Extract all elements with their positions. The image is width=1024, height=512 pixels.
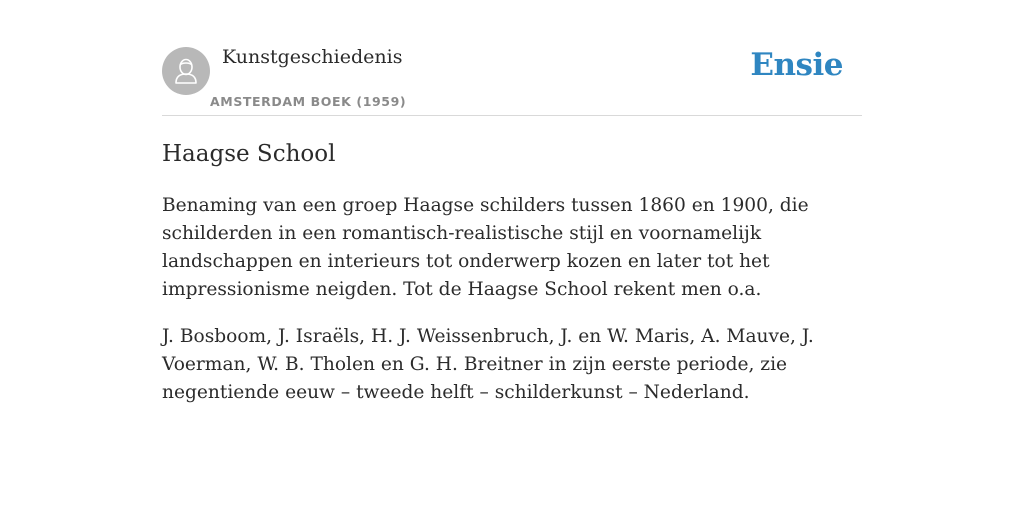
article-card bbox=[162, 0, 862, 403]
article-paragraph-2: J. Bosboom, J. Israëls, H. J. Weissenbruch, J. en W. Maris, A. Mauve, J. Voerman, W. B. Tholen en G. H. Breitner in zijn eerste periode, zie negentiende eeuw – tweede helft – schilderkunst – Nederland. bbox=[162, 326, 814, 403]
ensie-logo[interactable]: Ensie bbox=[750, 47, 843, 83]
category-link[interactable]: Kunstgeschiedenis bbox=[222, 46, 403, 68]
article-paragraph-1: Benaming van een groep Haagse schilders tussen 1860 en 1900, die schilderden in een romantisch-realistische stijl en voornamelijk landschappen en interieurs tot onderwerp kozen en later tot het impressionisme neigden. Tot de Haagse School rekent men o.a. bbox=[162, 195, 809, 300]
user-silhouette-icon[interactable] bbox=[162, 47, 210, 95]
source-label[interactable]: AMSTERDAM BOEK (1959) bbox=[210, 94, 407, 109]
article-title: Haagse School bbox=[162, 141, 336, 167]
article-header bbox=[162, 0, 862, 116]
